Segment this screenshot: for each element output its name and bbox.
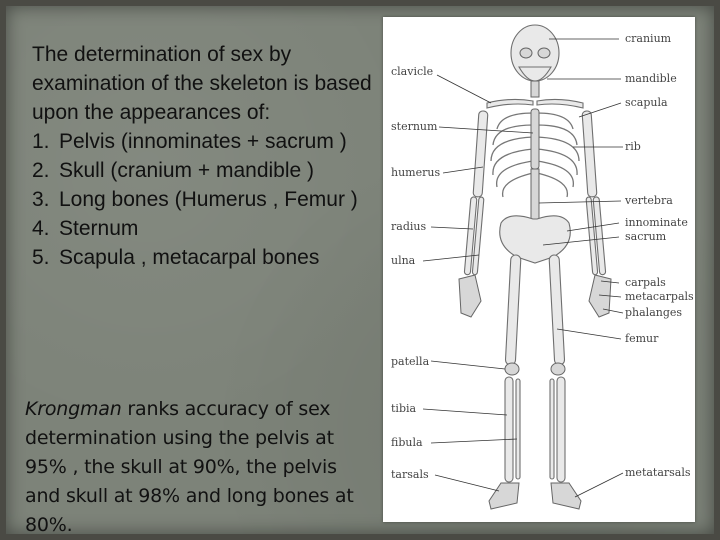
patella-left-shape (505, 363, 519, 375)
list-item (32, 156, 372, 185)
fibula-left-shape (516, 379, 520, 479)
list-number: 2. (32, 159, 50, 182)
femur-right-shape (549, 255, 565, 365)
list-text: Long bones (Humerus , Femur ) (59, 188, 358, 211)
label-scapula: scapula (625, 96, 668, 109)
pelvis-shape (500, 216, 571, 263)
list-number: 1. (32, 130, 50, 153)
label-tarsals: tarsals (391, 468, 429, 481)
label-femur: femur (625, 332, 659, 345)
tibia-left-shape (505, 377, 513, 482)
list-item (32, 127, 372, 156)
text-list-block (32, 40, 372, 272)
neck-vertebrae (531, 81, 539, 97)
list-item (32, 214, 372, 243)
humerus-left-shape (473, 111, 488, 197)
sternum-shape (531, 109, 539, 169)
list-text: Skull (cranium + mandible ) (59, 159, 315, 182)
list-item (32, 243, 372, 272)
criteria-list (32, 127, 372, 272)
author-name: Krongman (25, 398, 122, 420)
label-vertebra: vertebra (625, 194, 673, 207)
list-text: Sternum (59, 217, 139, 240)
list-text: Pelvis (innominates + sacrum ) (59, 130, 347, 153)
note-text: ranks accuracy of sex determination using the pelvis at 95% , the skull at 90%, the pelvis and skull at 98% and long bones at 80%. (25, 398, 354, 536)
skeleton-svg (383, 17, 695, 522)
label-metacarpals: metacarpals (625, 290, 694, 303)
list-item (32, 185, 372, 214)
label-sternum: sternum (391, 120, 438, 133)
label-fibula: fibula (391, 436, 423, 449)
label-cranium: cranium (625, 32, 672, 45)
list-number: 4. (32, 217, 50, 240)
label-clavicle: clavicle (391, 65, 434, 78)
humerus-right-shape (582, 111, 597, 197)
hand-left-shape (459, 275, 481, 317)
label-tibia: tibia (391, 402, 417, 415)
eye-socket-right (538, 48, 550, 58)
fibula-right-shape (550, 379, 554, 479)
label-humerus: humerus (391, 166, 441, 179)
label-radius: radius (391, 220, 427, 233)
list-number: 3. (32, 188, 50, 211)
clavicle-right-shape (537, 99, 583, 108)
intro-text: The determination of sex by examination of the skeleton is based upon the appearances of: (32, 43, 372, 124)
spine-shape (531, 169, 539, 221)
skeleton-diagram (383, 17, 695, 522)
list-number: 5. (32, 246, 50, 269)
label-innominate: innominate (625, 216, 688, 229)
femur-left-shape (505, 255, 521, 365)
label-metatarsals: metatarsals (625, 466, 691, 479)
label-patella: patella (391, 355, 430, 368)
label-mandible: mandible (625, 72, 677, 85)
tibia-right-shape (557, 377, 565, 482)
list-text: Scapula , metacarpal bones (59, 246, 320, 269)
accuracy-note (25, 395, 370, 540)
patella-right-shape (551, 363, 565, 375)
label-phalanges: phalanges (625, 306, 683, 319)
label-sacrum: sacrum (625, 230, 667, 243)
jaw-shape (519, 67, 551, 81)
label-carpals: carpals (625, 276, 666, 289)
label-rib: rib (625, 140, 641, 153)
clavicle-left-shape (487, 99, 533, 108)
foot-left-shape (489, 483, 519, 509)
label-ulna: ulna (391, 254, 416, 267)
eye-socket-left (520, 48, 532, 58)
